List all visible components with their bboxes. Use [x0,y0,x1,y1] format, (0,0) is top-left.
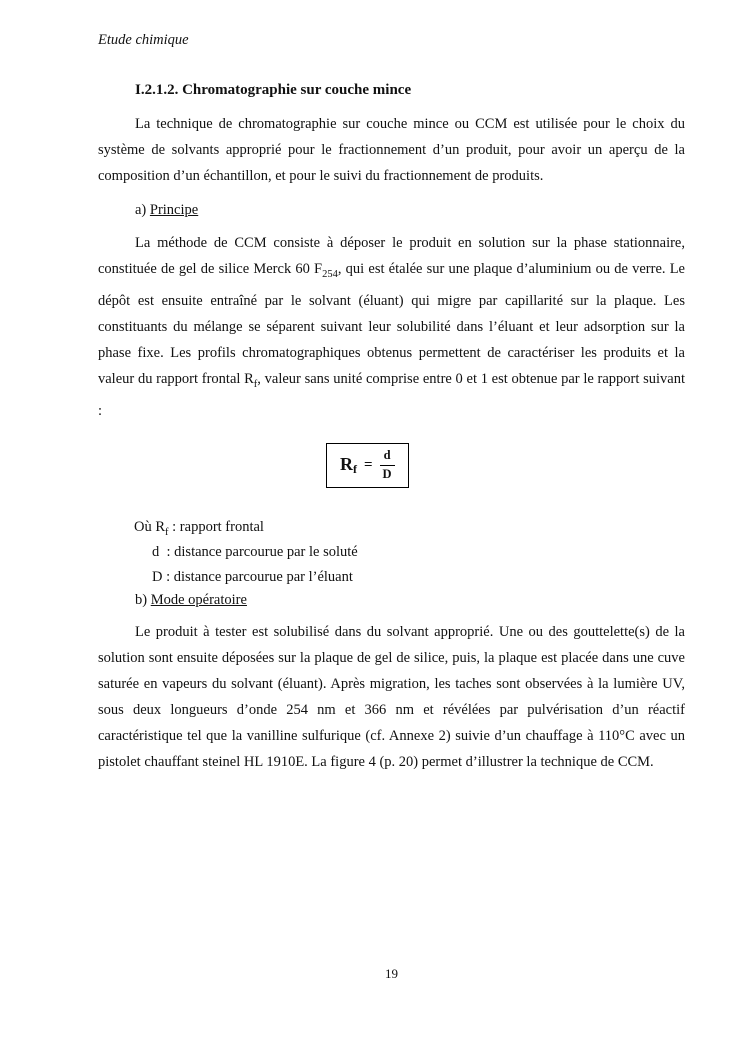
running-header: Etude chimique [98,32,189,48]
subheading-principle-prefix: a) [135,202,150,218]
formula-symbol [340,454,357,477]
legend-rf-prefix: Où R [134,519,166,535]
principle-text-part1: La méthode de CCM consiste à déposer le produit en solution sur la phase stationnaire, constituée de gel de silice Merck 60 F [98,235,685,277]
formula-symbol-subscript: f [353,461,357,476]
subheading-principle-label: Principe [149,202,199,218]
principle-text-part2: , qui est étalée sur une plaque d’aluminium ou de verre. Le dépôt est ensuite entraîné par le solvant (éluant) qui migre par capillarité sur la plaque. Les constituants du mélange se séparent suivant leur solubilité dans l’éluant et leur adsorption sur la phase fixe. Les profils chromatographiques obtenus permettent de caractériser les produits et la valeur du rapport frontal R [98,261,685,387]
principle-text-part3: , valeur sans unité comprise entre 0 et 1 est obtenue par le rapport suivant : [98,370,686,419]
subheading-mode-operatoire [135,587,247,613]
page-number: 19 [385,966,398,981]
legend-rf-subscript: f [165,526,169,538]
subheading-mode-label: Mode opératoire [150,592,247,608]
legend-line-distance-solute: d : distance parcourue par le soluté [152,544,358,560]
formula-numerator: d [380,448,395,466]
procedure-paragraph: Le produit à tester est solubilisé dans du solvant approprié. Une ou des gouttelette(s) de la solution sont ensuite déposées sur la plaque de gel de silice, puis, la plaque est placée dans une cuve saturée en vapeurs du solvant (éluant). Après migration, les taches sont observées à la lumière UV, sous deux longueurs d’onde 254 nm et 366 nm et révélées par pulvérisation d’un réactif caractéristique tel que la vanilline sulfurique (cf. Annexe 2) suivie d’un chauffage à 110°C avec un pistolet chauffant steinel HL 1910E. La figure 4 (p. 20) permet d’illustrer la technique de CCM. [98,624,685,770]
subheading-principle [135,197,198,223]
formula-symbol-base: R [340,453,353,474]
rf-formula-box [326,443,409,488]
rf-subscript: f [253,378,258,390]
legend-line-distance-eluant: D : distance parcourue par l’éluant [152,569,353,585]
formula-denominator: D [382,466,392,481]
legend-rf-suffix: : rapport frontal [168,519,264,535]
silica-gel-f254-subscript: 254 [322,268,338,280]
principle-paragraph [98,230,685,424]
formula-equals-sign: = [364,456,373,473]
formula-fraction [380,448,395,482]
subheading-mode-prefix: b) [135,592,151,608]
section-heading: I.2.1.2. Chromatographie sur couche mince [135,82,412,98]
formula-container [326,443,409,488]
intro-paragraph: La technique de chromatographie sur couche mince ou CCM est utilisée pour le choix du système de solvants approprié pour le fractionnement d’un produit, pour avoir un aperçu de la composition d’un échantillon, et pour le suivi du fractionnement de produits. [98,116,685,184]
